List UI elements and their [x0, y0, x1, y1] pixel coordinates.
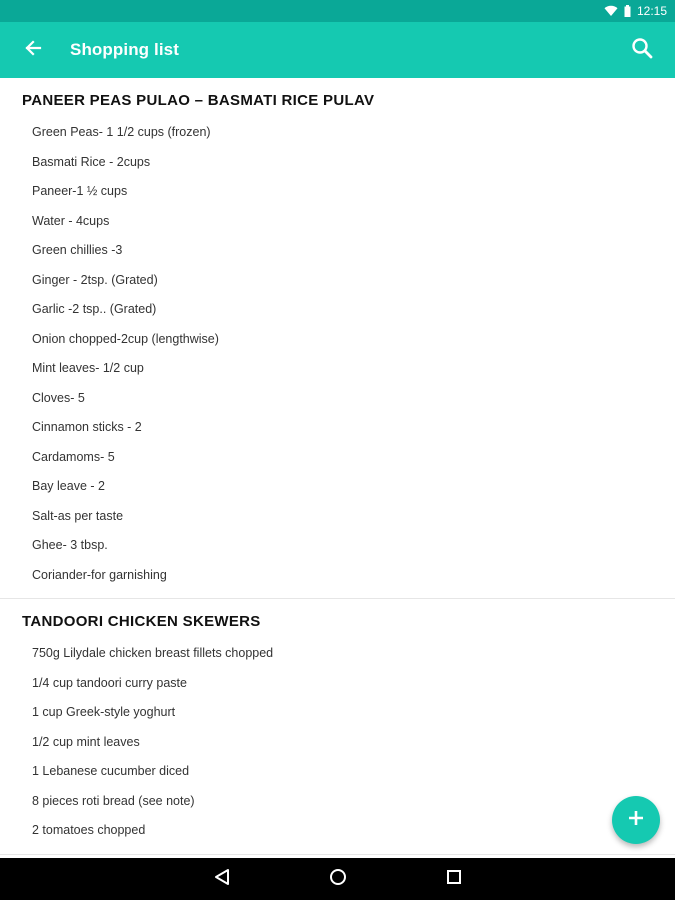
system-nav-bar	[0, 858, 675, 900]
ingredient-item[interactable]: Cardamoms- 5	[32, 449, 115, 464]
recipe-title: TANDOORI CHICKEN SKEWERS	[22, 613, 261, 630]
ingredient-item[interactable]: 1/2 cup mint leaves	[32, 734, 140, 749]
ingredient-item[interactable]: 1 Lebanese cucumber diced	[32, 764, 190, 778]
ingredient-item[interactable]: Salt-as per taste	[32, 508, 124, 523]
ingredient-item[interactable]: Green Peas- 1 1/2 cups (frozen)	[32, 125, 211, 139]
status-time: 12:15	[636, 4, 667, 18]
ingredient-item[interactable]: Paneer-1 ½ cups	[32, 184, 128, 198]
ingredient-item[interactable]: Coriander-for garnishing	[32, 567, 167, 582]
nav-recents-button[interactable]	[442, 867, 466, 891]
nav-back-button[interactable]	[210, 867, 234, 891]
ingredient-item[interactable]: Water - 4cups	[32, 213, 110, 228]
recipe-section	[0, 78, 675, 599]
ingredient-item[interactable]: 2 tomatoes chopped	[32, 823, 146, 837]
ingredient-item[interactable]: Green chillies -3	[32, 243, 123, 257]
page-title: Shopping list	[70, 40, 179, 59]
wifi-icon	[604, 5, 618, 17]
app-bar	[0, 22, 675, 78]
add-item-fab[interactable]	[612, 796, 660, 844]
ingredient-item[interactable]: 1/4 cup tandoori curry paste	[32, 675, 187, 690]
search-icon	[631, 37, 653, 64]
home-circle-icon	[329, 868, 347, 891]
ingredient-list	[0, 112, 675, 598]
ingredient-item[interactable]: Mint leaves- 1/2 cup	[32, 361, 144, 375]
ingredient-item[interactable]: Basmati Rice - 2cups	[32, 154, 151, 169]
search-button[interactable]	[627, 35, 657, 65]
nav-home-button[interactable]	[326, 867, 350, 891]
ingredient-item[interactable]: Garlic -2 tsp.. (Grated)	[32, 302, 157, 316]
recipe-section	[0, 599, 675, 855]
back-triangle-icon	[214, 868, 230, 891]
arrow-back-icon	[24, 39, 42, 62]
status-bar	[0, 0, 675, 22]
ingredient-item[interactable]: Cinnamon sticks - 2	[32, 420, 142, 434]
ingredient-item[interactable]: Onion chopped-2cup (lengthwise)	[32, 331, 219, 346]
back-button[interactable]	[18, 35, 48, 65]
ingredient-item[interactable]: 750g Lilydale chicken breast fillets chopped	[32, 646, 274, 660]
ingredient-item[interactable]: Cloves- 5	[32, 390, 85, 405]
ingredient-item[interactable]: 8 pieces roti bread (see note)	[32, 793, 195, 808]
shopping-list-content[interactable]	[0, 78, 675, 858]
ingredient-list	[0, 633, 675, 854]
ingredient-item[interactable]: Ginger - 2tsp. (Grated)	[32, 272, 158, 287]
battery-icon	[624, 5, 631, 17]
ingredient-item[interactable]: Ghee- 3 tbsp.	[32, 538, 108, 552]
recents-square-icon	[446, 869, 462, 890]
ingredient-item[interactable]: Bay leave - 2	[32, 479, 105, 493]
recipe-title: PANEER PEAS PULAO – BASMATI RICE PULAV	[22, 92, 375, 109]
plus-icon	[628, 810, 644, 831]
ingredient-item[interactable]: 1 cup Greek-style yoghurt	[32, 705, 176, 719]
